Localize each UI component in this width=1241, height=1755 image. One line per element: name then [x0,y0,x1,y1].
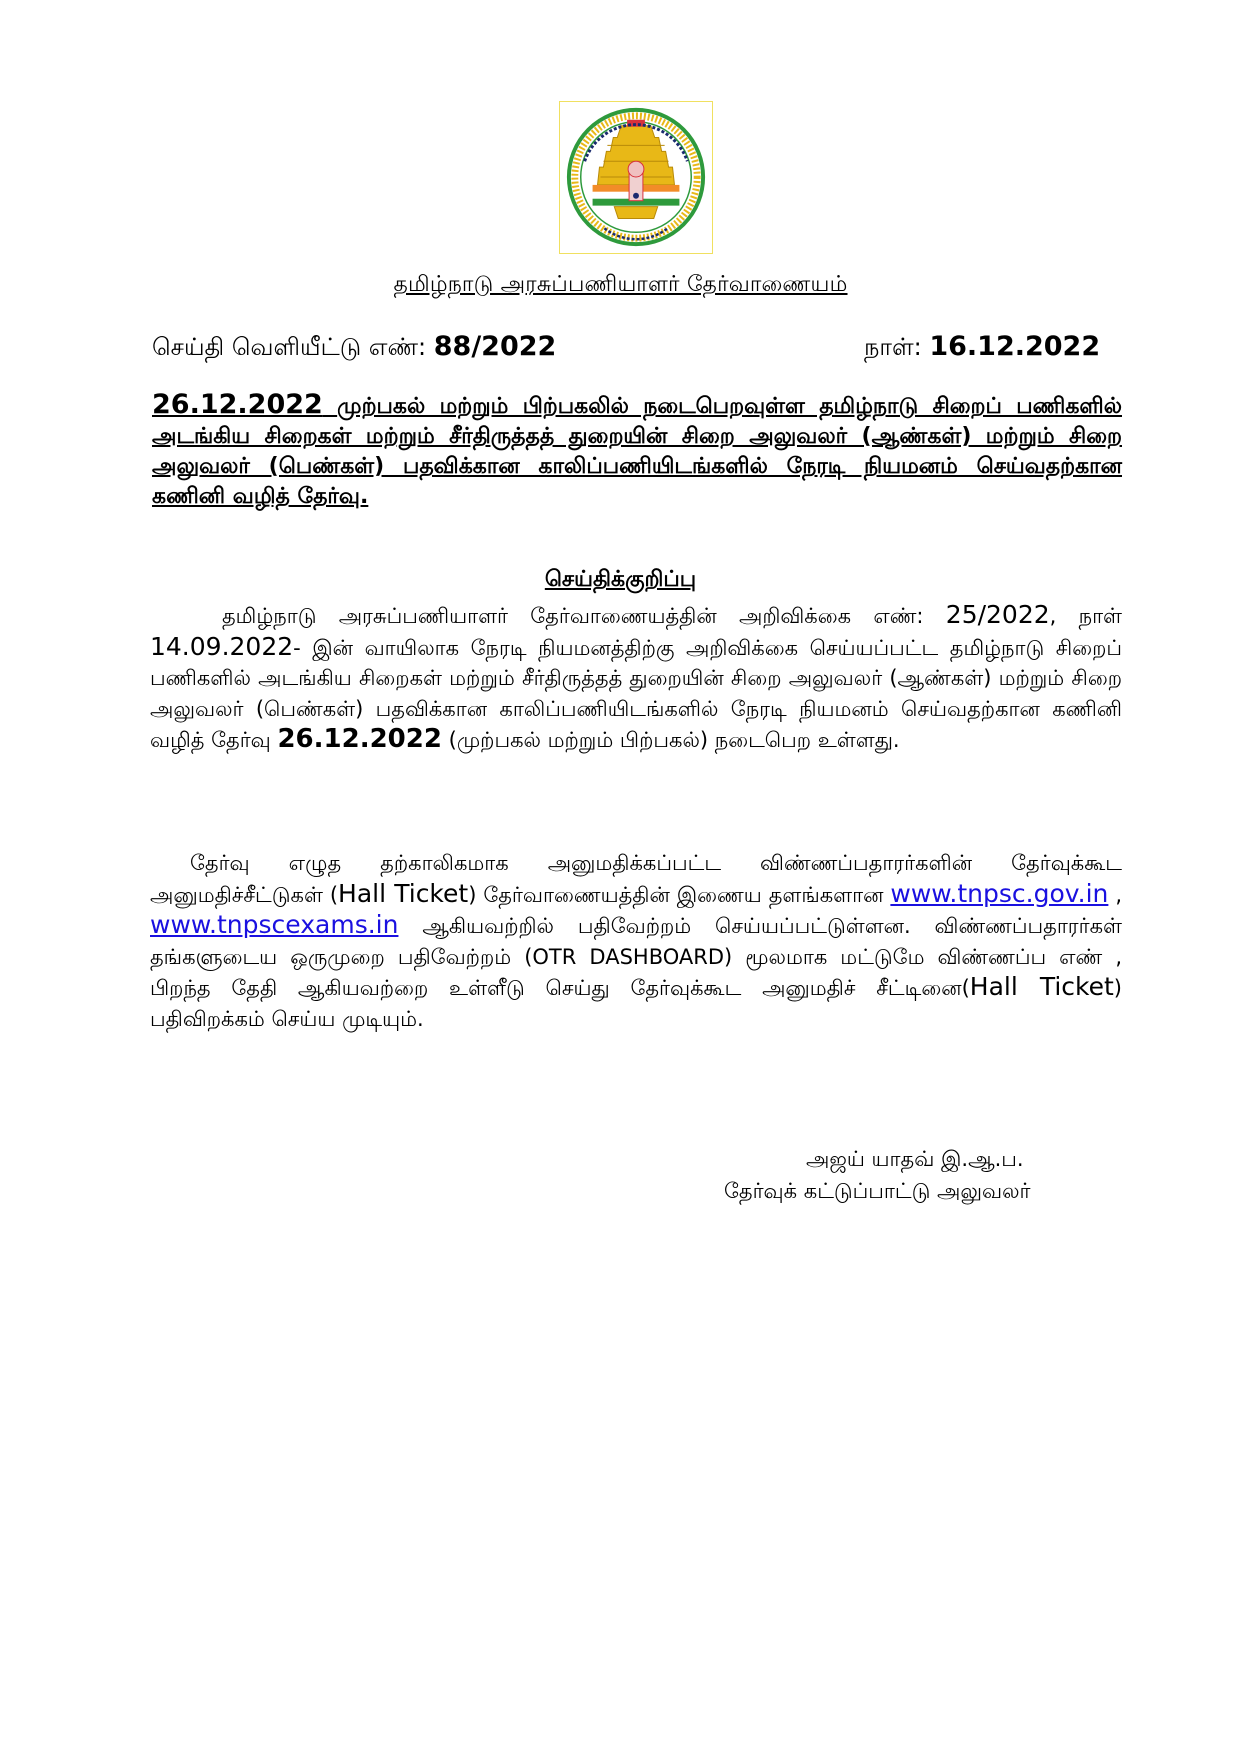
paragraph-hall-ticket [150,848,1122,1034]
title-exam-date: 26.12.2022 [152,389,323,420]
hall-ticket-text: Hall Ticket [338,878,469,908]
tn-government-emblem-logo [559,101,713,254]
organisation-name: தமிழ்நாடு அரசுப்பணியாளர் தேர்வாணையம் [393,272,848,297]
para1-text-4: (முற்பகல் மற்றும் பிற்பகல்) நடைபெற உள்ளது. [448,728,900,752]
release-date-value: 16.12.2022 [929,331,1101,362]
press-release-date [864,330,1100,364]
tnpscexams-website-link[interactable]: www.tnpscexams.in [150,910,399,939]
para2-text-2: ) தேர்வாணையத்தின் இணைய தளங்களான [468,882,884,907]
para2-text-4: ) மூலமாக மட்டுமே விண்ணப்ப எண் , பிறந்த தேதி ஆகியவற்றை உள்ளீடு செய்து தேர்வுக்கூட அனுமதிச் சீட்டினை( [150,944,1122,1000]
signatory-name: அஜய் யாதவ் இ.ஆ.ப. [806,1147,1024,1171]
notification-number: 25/2022 [945,600,1050,629]
release-number-label: செய்தி வெளியீட்டு எண்: [152,333,427,361]
para1-text-3: - இன் வாயிலாக நேரடி நியமனத்திற்கு அறிவிக்கை செய்யப்பட்ட தமிழ்நாடு சிறைப் பணிகளில் அடங்கிய சிறைகள் மற்றும் சீர்திருத்தத் துறையின் சிறை அலுவலர் (ஆண்கள்) மற்றும் சிறை அலுவலர் (பெண்கள்) பதவிக்கான காலிப்பணியிடங்களில் நேரடி நியமனம் செய்வதற்கான கணினி வழித் தேர்வு [150,635,1123,752]
para2-text-1: தேர்வு எழுத தற்காலிகமாக அனுமதிக்கப்பட்ட விண்ணப்பதாரர்களின் தேர்வுக்கூட அனுமதிச்சீட்டுகள் ( [150,851,1122,907]
press-release-title [152,390,1122,512]
signatory-designation: தேர்வுக் கட்டுப்பாட்டு அலுவலர் [724,1179,1031,1203]
release-date-label: நாள்: [864,333,922,361]
link-separator: , [1115,882,1122,907]
para1-text-1: தமிழ்நாடு அரசுப்பணியாளர் தேர்வாணையத்தின் அறிவிக்கை எண்: [222,604,924,628]
press-release-number [152,330,556,364]
title-text: முற்பகல் மற்றும் பிற்பகலில் நடைபெறவுள்ள தமிழ்நாடு சிறைப் பணிகளில் அடங்கிய சிறைகள் மற்றும் சீர்திருத்தத் துறையின் சிறை அலுவலர் (ஆண்கள்) மற்றும் சிறை அலுவலர் (பெண்கள்) பதவிக்கான காலிப்பணியிடங்களில் நேரடி நியமனம் செய்வதற்கான கணினி வழித் தேர்வு. [152,394,1122,509]
otr-dashboard-text: OTR DASHBOARD [532,944,725,969]
paragraph-exam-notice [150,600,1122,756]
para2-text-3: ஆகியவற்றில் பதிவேற்றம் செய்யப்பட்டுள்ளன. விண்ணப்பதாரர்கள் தங்களுடைய ஒருமுறை பதிவேற்றம் ( [150,914,1122,969]
hall-ticket-text-2: Hall Ticket [969,972,1114,1001]
tnpsc-website-link[interactable]: www.tnpsc.gov.in [890,878,1109,908]
emblem-icon [560,102,712,253]
notification-date: 14.09.2022 [150,631,294,661]
para2-text-5: ) பதிவிறக்கம் செய்ய முடியும். [150,976,1122,1031]
release-number-value: 88/2022 [433,331,557,362]
press-note-heading: செய்திக்குறிப்பு [544,567,697,592]
para1-text-2: , நாள் [1049,604,1123,628]
exam-date: 26.12.2022 [277,724,442,754]
